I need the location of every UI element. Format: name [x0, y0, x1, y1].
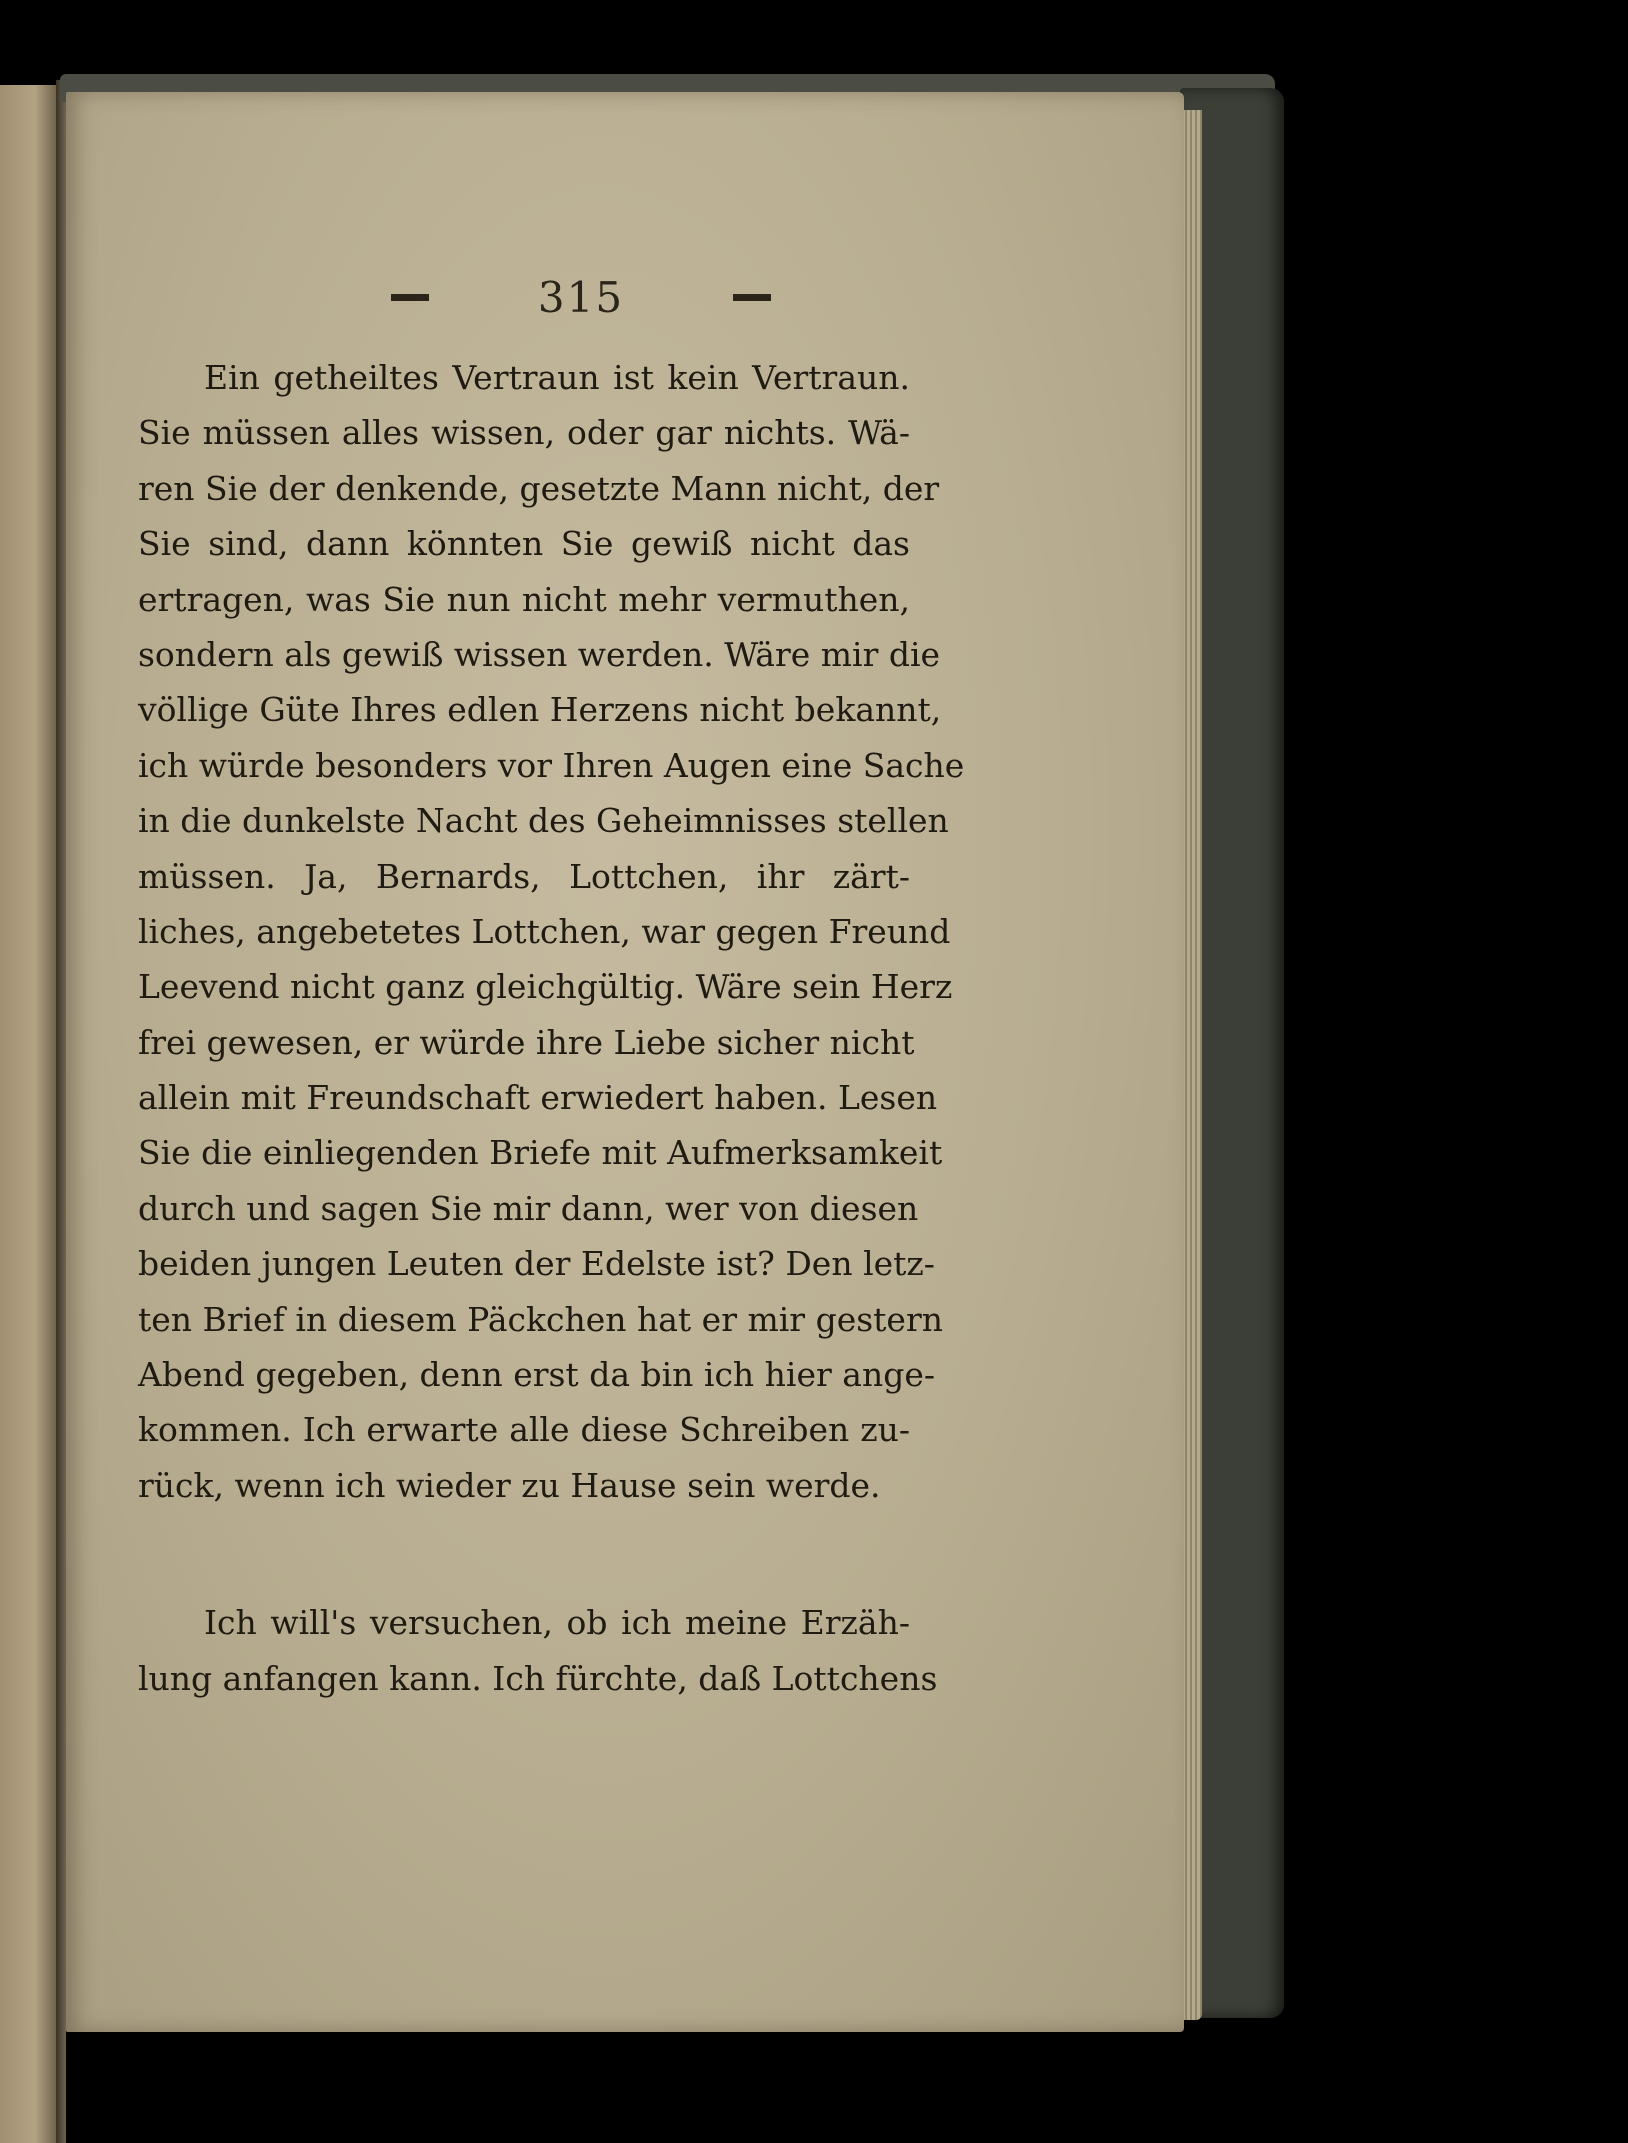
page-number: 315 [537, 272, 625, 322]
text-line: ren Sie der denkende, gesetzte Mann nicht, der [138, 468, 940, 508]
text-line: sondern als gewiß wissen werden. Wäre mir die [138, 634, 941, 674]
text-line: liches, angebetetes Lottchen, war gegen Freund [138, 911, 951, 951]
text-line: ten Brief in diesem Päckchen hat er mir gestern [138, 1299, 943, 1339]
paragraph-2 [138, 1595, 938, 1706]
text-line: rück, wenn ich wieder zu Hause sein werde. [138, 1465, 881, 1505]
text-line: kommen. Ich erwarte alle diese Schreiben zu- [138, 1410, 910, 1450]
page-header [391, 267, 771, 327]
text-line: völlige Güte Ihres edlen Herzens nicht bekannt, [138, 690, 942, 730]
text-line: allein mit Freundschaft erwiedert haben. Lesen [138, 1078, 938, 1118]
text-line: Ein getheiltes Vertraun ist kein Vertraun. [204, 358, 910, 397]
text-line: lung anfangen kann. Ich fürchte, daß Lottchens [138, 1658, 938, 1698]
text-line: in die dunkelste Nacht des Geheimnisses stellen [138, 801, 949, 841]
text-line: durch und sagen Sie mir dann, wer von diesen [138, 1188, 919, 1228]
header-dash-left [391, 294, 429, 301]
text-line: Sie sind, dann könnten Sie gewiß nicht das [138, 524, 910, 564]
left-page-edge [0, 85, 58, 2143]
paragraph-1 [138, 350, 965, 1513]
header-dash-right [733, 294, 771, 301]
text-line: Ich will's versuchen, ob ich meine Erzäh- [204, 1603, 910, 1643]
text-line: Leevend nicht ganz gleichgültig. Wäre sein Herz [138, 967, 953, 1007]
text-line: beiden jungen Leuten der Edelste ist? Den letz- [138, 1244, 935, 1284]
text-line: Sie die einliegenden Briefe mit Aufmerksamkeit [138, 1133, 943, 1173]
text-line: müssen. Ja, Bernards, Lottchen, ihr zärt- [138, 856, 910, 896]
page-body [138, 350, 965, 1706]
text-line: frei gewesen, er würde ihre Liebe sicher nicht [138, 1022, 915, 1062]
book-gutter [56, 80, 66, 2143]
text-line: ich würde besonders vor Ihren Augen eine Sache [138, 745, 965, 785]
text-line: Abend gegeben, denn erst da bin ich hier ange- [138, 1355, 936, 1395]
text-line: Sie müssen alles wissen, oder gar nichts. Wä- [138, 413, 910, 453]
text-line: ertragen, was Sie nun nicht mehr vermuthen, [138, 579, 910, 619]
